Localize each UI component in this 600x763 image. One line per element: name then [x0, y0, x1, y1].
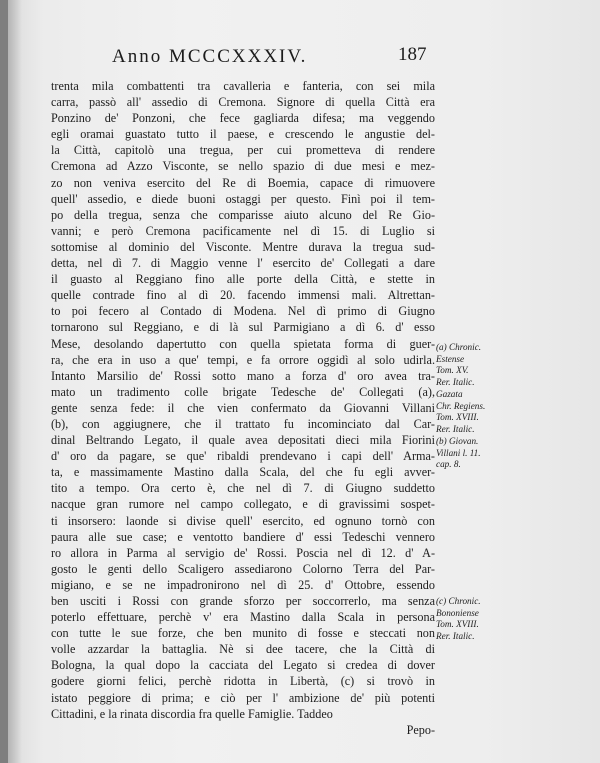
- page-number: 187: [398, 44, 427, 65]
- note-line: Tom. XV.: [436, 365, 469, 375]
- margin-note-c: [436, 596, 596, 642]
- text-line: Intanto Marsilio de' Rossi sotto mano a forza d' oro avea tra-: [51, 368, 435, 383]
- text-line: nacque gran rumore nel campo collegato, e di gravissimi sospet-: [51, 497, 435, 512]
- note-line: Gazata: [436, 389, 463, 399]
- note-line: (b) Giovan.: [436, 436, 479, 446]
- text-line: Bologna, la qual dopo la cacciata del Legato si credea di dover: [51, 658, 435, 673]
- text-line: sottomise al dominio del Visconte. Mentre durava la tregua sud-: [51, 239, 435, 254]
- note-line: (c) Chronic.: [436, 596, 481, 606]
- text-line: d' oro da pagare, se que' ribaldi prendevano i capi dell' Arma-: [51, 449, 435, 464]
- text-line: egli oramai guastato tutto il paese, e crescendo le angustie del-: [51, 127, 435, 142]
- text-line: il guasto al Reggiano fino alle porte della Città, e stette in: [51, 272, 435, 287]
- note-line: Tom. XVIII.: [436, 619, 479, 629]
- running-title: Anno MCCCXXXIV.: [112, 46, 308, 67]
- text-line: ta, e massimamente Mastino dalla Scala, del che fu egli avver-: [51, 465, 435, 480]
- text-line: ben usciti i Rossi con grande sforzo per soccorrerlo, ma senza: [51, 594, 435, 608]
- note-line: Rer. Italic.: [436, 630, 475, 641]
- text-line: ro allora in Parma al servigio de' Rossi. Poscia nel dì 12. d' A-: [51, 545, 435, 560]
- text-line: (b), con aggiugnere, che il trattato fu incominciato dal Car-: [51, 416, 435, 431]
- text-line: trenta mila combattenti tra cavalleria e fanteria, con sei mila: [51, 79, 435, 93]
- text-line: Cittadini, e la rinata discordia fra quelle Famiglie. Taddeo: [51, 706, 333, 721]
- text-line: poterlo effettuare, perchè v' era Mastino dalla Scala in persona: [51, 610, 435, 625]
- note-line: (a) Chronic.: [436, 342, 482, 352]
- text-line: migiano, e se ne impadronirono nel dì 25. d' Ottobre, essendo: [51, 577, 435, 592]
- gutter-shadow: [8, 0, 22, 763]
- note-line: Rer. Italic.: [436, 423, 475, 434]
- text-line: to poi fecero al Contado di Modena. Nel dì primo di Giugno: [51, 304, 435, 319]
- text-line: volle azzardar la battaglia. Nè si dee tacere, che la Città di: [51, 642, 435, 657]
- text-line: vanni; e però Cremona pacificamente nel dì 15. di Luglio si: [51, 223, 435, 238]
- text-line: quelle contrade fino al dì 20. facendo immensi mali. Altrettan-: [51, 288, 435, 303]
- note-line: Tom. XVIII.: [436, 412, 479, 422]
- text-line: gente senza fede: il che vien confermato da Giovanni Villani: [51, 400, 435, 415]
- text-line: Mese, desolando dapertutto con quella spietata forma di guer-: [51, 336, 435, 351]
- text-line: mato un tradimento colle brigate Tedesche de' Collegati (a),: [51, 384, 435, 399]
- note-line: Bononiense: [436, 607, 479, 618]
- margin-note-a: [436, 342, 596, 388]
- note-line: Villani l. 11.: [436, 447, 481, 458]
- margin-note-b: [436, 436, 596, 471]
- text-line: Ponzino de' Ponzoni, che fece gagliarda difesa; ma veggendo: [51, 111, 435, 126]
- text-line: la Città, capitolò una tregua, per cui prometteva di rendere: [51, 143, 435, 158]
- catchword: Pepo-: [406, 722, 435, 737]
- text-line: godere giorni felici, perchè ridotta in Libertà, (c) si trovò in: [51, 674, 435, 689]
- note-line: cap. 8.: [436, 459, 461, 469]
- text-line: tito a tempo. Ora certo è, che nel dì 7. di Giugno suddetto: [51, 481, 435, 496]
- text-line: zo non veniva esercito del Re di Boemia, capace di rimuovere: [51, 175, 435, 190]
- text-line: ti insorsero: laonde si divise quell' esercito, ed ognuno tornò con: [51, 513, 435, 528]
- text-line: gosto le genti dello Scaligero assediarono Colorno Terra del Par-: [51, 561, 435, 576]
- note-line: Rer. Italic.: [436, 376, 475, 387]
- text-line: tornarono sul Reggiano, e di là sul Parmigiano a dì 6. d' esso: [51, 320, 435, 335]
- text-line: quell' assedio, e diede buoni ostaggi per questo. Finì poi il tem-: [51, 191, 435, 206]
- text-line: Cremona ad Azzo Visconte, se nello spazio di due mesi e mez-: [51, 159, 435, 174]
- text-line: con tutte le sue forze, che ben munito di fosse e steccati non: [51, 626, 435, 641]
- margin-note-a-continued: [436, 389, 596, 435]
- text-line: po della tregua, senza che comparisse aiuto alcuno del Re Gio-: [51, 207, 435, 222]
- body-text: [51, 78, 435, 738]
- text-line: dinal Beltrando Legato, il quale avea depositati dieci mila Fiorini: [51, 433, 435, 448]
- text-line: carra, passò all' assedio di Cremona. Signore di quella Città era: [51, 95, 435, 110]
- note-line: Chr. Regiens.: [436, 400, 486, 411]
- text-line: istato peggiore di prima; e ciò per l' ambizione de' più potenti: [51, 690, 435, 705]
- note-line: Estense: [436, 353, 465, 364]
- text-line: ra, che era in uso a que' tempi, e fa orrore oggidì al solo udirla.: [51, 352, 435, 367]
- text-line: detta, nel dì 7. di Maggio venne l' esercito de' Collegati a dare: [51, 256, 435, 271]
- text-line: paura alle sue case; e ventotto bandiere d' essi Tedeschi vennero: [51, 529, 435, 544]
